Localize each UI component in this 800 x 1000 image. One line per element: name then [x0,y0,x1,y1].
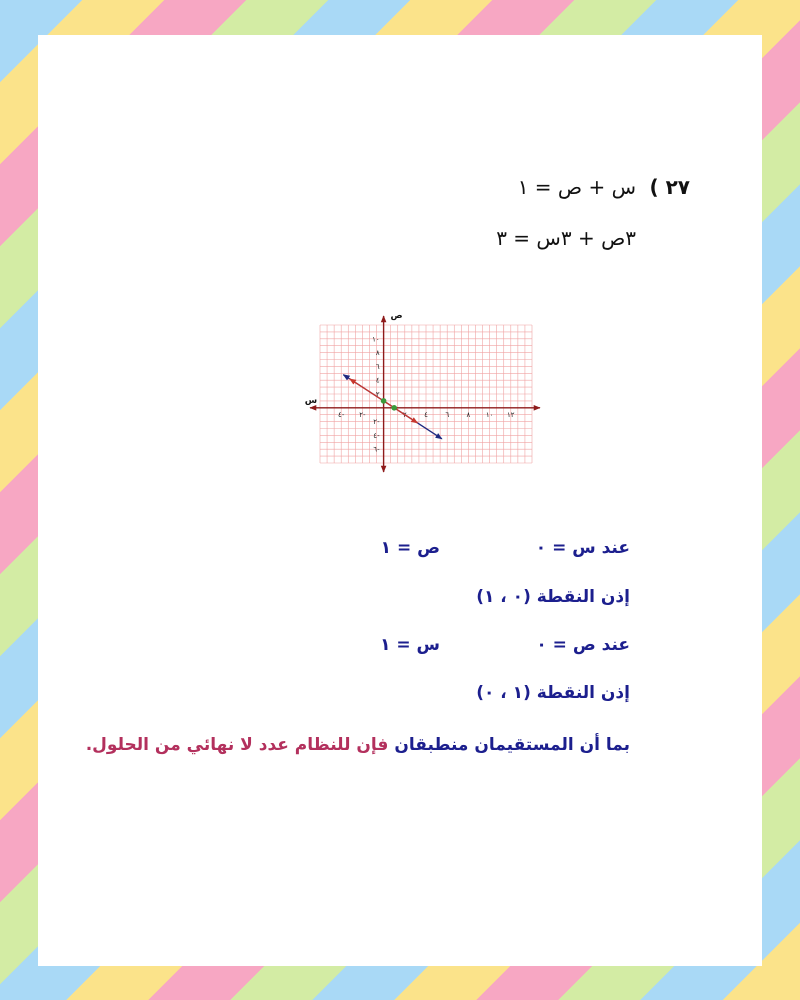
point-1: إذن النقطة (٠ ، ١) [476,587,630,607]
conclusion [86,733,630,757]
y-tick-label: ٨ [375,349,380,358]
solution-point [381,398,387,404]
x-tick-label: ١٠ [485,410,494,419]
x-tick-label: ٨ [466,410,471,419]
equation-2: ٣ص + ٣س = ٣ [496,226,636,250]
step-1-result: ص = ١ [380,538,440,558]
step-1-condition: عند س = ٠ [535,538,630,558]
step-2-result: س = ١ [380,635,440,655]
y-tick-label: ١٠ [372,335,380,344]
x-axis-label: س [304,395,318,406]
problem-number: ٢٧ ) [649,175,690,199]
x-tick-label: ٦ [445,410,450,419]
step-2-condition: عند ص = ٠ [536,635,630,655]
y-tick-label: ٤- [373,431,380,440]
x-tick-label: ١٢ [507,410,515,419]
point-2: إذن النقطة (١ ، ٠) [476,683,630,703]
y-tick-label: ٦- [373,445,380,454]
y-tick-label: ٢ [375,390,380,399]
conclusion-result: فإن للنظام عدد لا نهائي من الحلول. [85,735,389,755]
x-tick-label: ٢- [359,410,366,419]
coordinate-graph [300,305,550,485]
x-tick-label: ٤ [424,410,428,419]
y-tick-label: ٢- [373,418,380,427]
x-tick-label: ٢ [402,410,407,419]
y-tick-label: ٦ [375,362,380,371]
y-tick-label: ٤ [375,376,380,385]
y-axis-label: ص [390,311,403,321]
solution-point [391,405,397,411]
conclusion-premise: بما أن المستقيمان منطبقان [394,735,630,755]
x-tick-label: ٤- [338,410,345,419]
equation-1: س + ص = ١ [517,175,636,199]
